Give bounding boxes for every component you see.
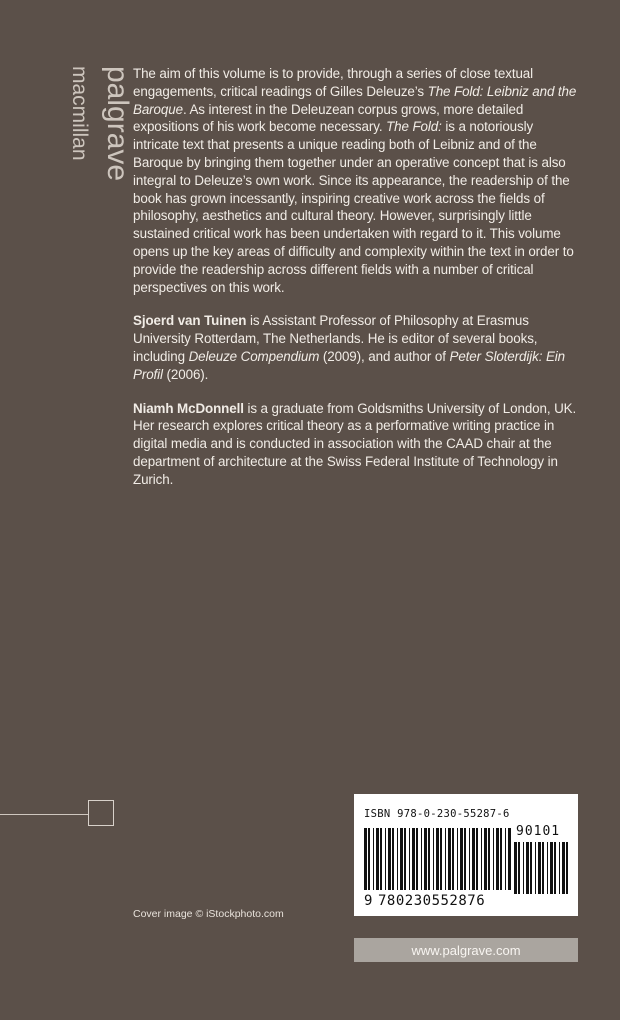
decorative-line xyxy=(0,814,88,815)
barcode-bar xyxy=(416,828,418,890)
price-addon-number: 90101 xyxy=(516,824,561,839)
barcode-bar xyxy=(424,828,427,890)
barcode-bar xyxy=(392,828,394,890)
barcode-bar xyxy=(514,842,517,894)
barcode-bar xyxy=(421,828,422,890)
barcode-bar xyxy=(457,828,458,890)
barcode-bar xyxy=(481,828,482,890)
barcode-bar xyxy=(530,842,532,894)
publisher-logo xyxy=(52,66,134,206)
barcode-bar xyxy=(523,842,524,894)
decorative-square xyxy=(88,800,114,826)
text-run: Peter Sloterdijk: Ein Profil xyxy=(133,348,565,382)
text-run: Niamh McDonnell xyxy=(133,400,244,416)
author-bio-2 xyxy=(133,400,578,489)
ean-bars xyxy=(364,828,512,898)
barcode-bar xyxy=(428,828,430,890)
text-run: (2009), and author of xyxy=(319,348,450,364)
barcode-bar xyxy=(452,828,454,890)
barcode-bar xyxy=(373,828,374,890)
barcode-bar xyxy=(440,828,442,890)
barcode-bar xyxy=(445,828,446,890)
barcode-bar xyxy=(508,828,511,890)
barcode-bar xyxy=(409,828,410,890)
barcode-bar xyxy=(484,828,487,890)
barcode-bar xyxy=(404,828,406,890)
barcode-bar xyxy=(518,842,520,894)
barcode-bar xyxy=(500,828,502,890)
text-run: The Fold: Leibniz and the Baroque xyxy=(133,83,577,117)
back-cover-blurb xyxy=(133,65,578,505)
logo-macmillan: macmillan xyxy=(68,66,91,161)
barcode-bar xyxy=(554,842,556,894)
barcode-bar xyxy=(526,842,529,894)
barcode-bar xyxy=(380,828,382,890)
isbn-label: ISBN 978-0-230-55287-6 xyxy=(364,808,510,820)
text-run: is a notoriously intricate text that presents a unique reading both of Leibniz and of the Baroque by bringing them together under an operative concept that is also integral to Deleuze’s own work. Since its appearance, the readership of the book has grown incessantly, inspiring creative work across the fields of philosophy, aesthetics and cultural theory. However, surprisingly little sustained critical work has been undertaken with regard to it. This volume opens up the key areas of difficulty and complexity within the text in order to provide the readership across different fields with a number of critical perspectives on this work. xyxy=(133,119,574,295)
blurb-paragraph-1 xyxy=(133,65,578,296)
barcode-bar xyxy=(464,828,466,890)
barcode-bar xyxy=(476,828,478,890)
text-run: . As interest in the Deleuzean corpus grows, more detailed expositions of his work become necessary. xyxy=(133,101,524,135)
barcode-bar xyxy=(469,828,470,890)
barcode-bar xyxy=(562,842,565,894)
barcode-bar xyxy=(566,842,568,894)
barcode-bar xyxy=(505,828,506,890)
website-link[interactable]: www.palgrave.com xyxy=(354,938,578,962)
barcode-bar xyxy=(364,828,367,890)
ean-number: 780230552876 xyxy=(378,893,486,909)
barcode-bar xyxy=(538,842,541,894)
barcode-bar xyxy=(448,828,451,890)
barcode-bar xyxy=(368,828,370,890)
barcode-bar xyxy=(433,828,434,890)
text-run: (2006). xyxy=(162,366,209,382)
barcode-bar xyxy=(542,842,544,894)
text-run: Sjoerd van Tuinen xyxy=(133,313,247,329)
text-run: is a graduate from Goldsmiths University of London, UK. Her research explores critical theory as a performative writing practice in digital media and is conducted in association with the CAAD chair at the department of architecture at the Swiss Federal Institute of Technology in Zurich. xyxy=(133,400,577,487)
barcode-bar xyxy=(385,828,386,890)
cover-image-credit: Cover image © iStockphoto.com xyxy=(133,908,284,920)
barcode-bar xyxy=(376,828,379,890)
barcode-bar xyxy=(559,842,560,894)
barcode-bar xyxy=(493,828,494,890)
text-run: Deleuze Compendium xyxy=(188,348,320,364)
barcode-bar xyxy=(472,828,475,890)
text-run: The Fold: xyxy=(386,119,442,135)
barcode-bar xyxy=(400,828,403,890)
barcode-bar xyxy=(535,842,536,894)
barcode-bar xyxy=(397,828,398,890)
text-run: The aim of this volume is to provide, through a series of close textual engagements, critical readings of Gilles Deleuze’s xyxy=(133,66,534,99)
text-run: is Assistant Professor of Philosophy at Erasmus University Rotterdam, The Netherlands. He is editor of several books, including xyxy=(133,313,538,364)
barcode-bar xyxy=(550,842,553,894)
logo-palgrave: palgrave xyxy=(101,66,134,182)
ean-first-digit: 9 xyxy=(364,893,373,909)
barcode-bar xyxy=(388,828,391,890)
barcode-bar xyxy=(547,842,548,894)
barcode xyxy=(354,794,578,916)
barcode-bar xyxy=(460,828,463,890)
barcode-bar xyxy=(488,828,490,890)
barcode-bar xyxy=(436,828,439,890)
addon-bars xyxy=(514,842,570,898)
barcode-bar xyxy=(496,828,499,890)
barcode-bar xyxy=(412,828,415,890)
author-bio-1 xyxy=(133,312,578,383)
